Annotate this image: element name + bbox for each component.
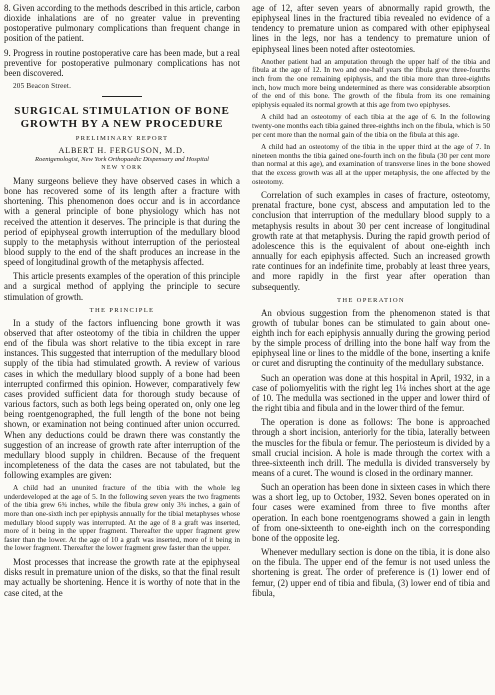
- body-paragraph: Whenever medullary section is done on the tibia, it is done also on the fibula. The upper end of the femur is not used unless the shortening is great. The order of preference is (1) lower end of femur, (2) upper end of tibia and fibula, (3) lower end of tibia and fibula,: [252, 547, 490, 598]
- body-paragraph: In a study of the factors influencing bone growth it was observed that after osteotomy of the tibia in children the upper end of the fibula was short relative to the tibia except in rare instances. This suggested that interruption of the medullary blood supply of the tibia had stimulated growth. A review of various cases in which the medullary blood supply of a bone had been interrupted confirmed this opinion. However, comparatively few cases provided sufficient data for thorough study because of various factors, such as both legs being operated on, only one leg being roentgenographed, the full length of the bone not being shown, or examination not being continued after union occurred. When any deductions could be drawn there was constantly the suggestion of an increase of growth rate after interruption of the medullary blood supply in children. Because of the frequent incompleteness of the data the cases are not tabulated, but the following examples are given:: [4, 317, 240, 481]
- body-paragraph: Correlation of such examples in cases of fracture, osteotomy, prenatal fracture, bone cyst, abscess and amputation led to the conclusion that interruption of the medullary blood supply to a metaphysis results in about 30 per cent increase of longitudinal growth rate at that metaphysis. During the rapid growth period of adolescence this is the equivalent of about one-eighth inch annually for each epiphysis affected. Such an increased growth rate continues for an indefinite time, probably at least three years, and more rapidly in the first year after operation than subsequently.: [252, 190, 490, 292]
- section-divider: [102, 96, 142, 97]
- body-paragraph: The operation is done as follows: The bone is approached through a short incision, anteriorly for the tibia, laterally between the muscles for the fibula or femur. The periosteum is divided by a small crucial incision. A hole is made through the cortex with a three-sixteenth inch drill. The medulla is divided transversely by means of a curet. The wound is closed in the ordinary manner.: [252, 417, 490, 478]
- intro-paragraph: This article presents examples of the operation of this principle and a surgical method of applying the principle to secure stimulation of growth.: [4, 271, 240, 302]
- author-name: ALBERT H. FERGUSON, M.D.: [58, 145, 186, 155]
- case-report: A child had an ununited fracture of the tibia with the whole leg underdeveloped at the age of 5. In the following seven years the two fragments of the tibia grew 6¾ inches, while the fibula grew only 3¾ inches, a gain of more than one-sixth inch per epiphysis annually for the tibial metaphyses whose medullary blood supply was interrupted. At the age of 8 a graft was inserted, more of it being in the upper fragment. Thereafter the upper fragment grew faster than the lower. At the age of 10 a graft was inserted, more of it being in the lower fragment. Thereafter the lower fragment grew faster than the upper.: [4, 483, 240, 553]
- report-label: PRELIMINARY REPORT: [75, 134, 169, 142]
- left-column: [4, 3, 240, 602]
- case-report: A child had an osteotomy of the tibia in the upper third at the age of 7. In nineteen months the tibia gained one-fourth inch on the fibula (30 per cent more than normal at this age), and examination of transverse lines in the bone showed that the excess growth was all at the upper metaphysis, the one affected by the osteotomy.: [252, 142, 490, 186]
- conclusion-item-9: 9. Progress in routine postoperative care has been made, but a real preventive for postoperative pulmonary complications has not been discovered.: [4, 47, 240, 78]
- conclusion-item-8: 8. Given according to the methods described in this article, carbon dioxide inhalations are of no greater value in preventing postoperative pulmonary complications than frequent change in position of the patient.: [4, 3, 240, 44]
- case-report: A child had an osteotomy of each tibia at the age of 6. In the following twenty-one months each tibia gained three-eighths inch on the fibula, which is 50 per cent more than the normal gain of the tibia on the fibula at this age.: [252, 112, 490, 139]
- intro-paragraph: Many surgeons believe they have observed cases in which a bone has recovered some of its length after a fracture with shortening. This phenomenon does occur and is in accordance with a general principle of bone physiology which has not received the attention it deserves. The principle is that during the period of epiphyseal growth interruption of the medullary blood supply to the metaphysis without interruption of the periosteal blood supply to the end of the shaft produces an increase in the speed of longitudinal growth of the metaphysis affected.: [4, 175, 240, 268]
- body-paragraph: Such an operation was done at this hospital in April, 1932, in a case of poliomyelitis with the right leg 1¼ inches short at the age of 10. The medulla was sectioned in the upper and lower third of the right tibia and fibula and in the lower third of the femur.: [252, 372, 490, 414]
- author-address: 205 Beacon Street.: [13, 82, 72, 91]
- right-column: [252, 3, 490, 602]
- author-affiliation: Roentgenologist, New York Orthopaedic Dispensary and Hospital: [35, 155, 209, 163]
- section-heading-principle: THE PRINCIPLE: [89, 306, 155, 314]
- article-title: SURGICAL STIMULATION OF BONE GROWTH BY A NEW PROCEDURE: [14, 105, 230, 130]
- body-paragraph: Such an operation has been done in sixteen cases in which there was a short leg, up to October, 1932. Seven bones operated on in four cases were examined from three to five months after operation. In each bone roentgenograms showed a gain in length of from one-sixteenth to one-eighth inch on the corresponding bone of the opposite leg.: [252, 482, 490, 543]
- body-paragraph: An obvious suggestion from the phenomenon stated is that growth of tubular bones can be stimulated to gain about one-eighth inch for each epiphysis annually during the growing period by the simple process of drilling into the bone half way from the epiphyseal line or lines to the middle of the bone, inserting a knife or curet and disrupting the continuity of the medullary substance.: [252, 307, 490, 369]
- body-paragraph: Most processes that increase the growth rate at the epiphyseal disks result in premature union of the disks, so that the final result may actually be shortening. Hence it is worthy of note that in the case cited, at the: [4, 557, 240, 598]
- case-report: Another patient had an amputation through the upper half of the tibia and fibula at the age of 12. In two and one-half years the fibula grew three-fourths inch from the one remaining epiphysis, and the tibia more than three-eighths inch, how much more being undetermined as there was considerable absorption of the end of this bone. The growth of the fibula from its one remaining epiphysis equaled its normal growth at this age from two epiphyses.: [252, 56, 490, 109]
- section-heading-operation: THE OPERATION: [337, 296, 405, 304]
- author-city: NEW YORK: [101, 164, 143, 171]
- body-paragraph: age of 12, after seven years of abnormally rapid growth, the epiphyseal lines in the fractured tibia revealed no evidence of a tendency to premature union as compared with other epiphyseal lines in the legs, nor has a tendency to premature union of epiphyseal lines been noted after osteotomies.: [252, 3, 490, 54]
